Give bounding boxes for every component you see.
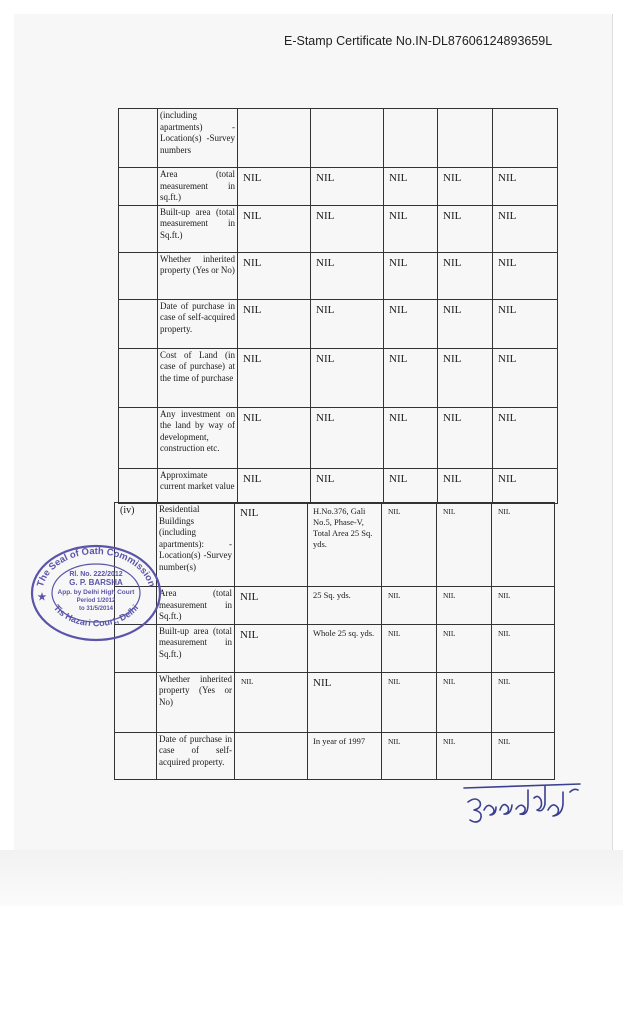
seal-line: to 31/5/2014: [78, 606, 114, 612]
value-cell: NIL: [438, 407, 493, 468]
svg-text:★: ★: [37, 592, 47, 603]
row-label-cell: (including apartments) -Location(s) -Survey numbers: [158, 109, 238, 168]
value-cell: NIL: [493, 348, 558, 407]
value-cell: NIL: [437, 503, 492, 587]
table-row: [119, 205, 558, 252]
value-cell: NIL: [238, 299, 311, 348]
value-cell: NIL: [238, 168, 311, 206]
value-cell: NIL: [311, 468, 384, 503]
seal-outer-text: The Seal of Oath Commission: [35, 545, 157, 589]
table-row: [119, 468, 558, 503]
value-cell: NIL: [311, 168, 384, 206]
table-row: [115, 587, 555, 625]
value-cell: NIL: [438, 299, 493, 348]
row-label-cell: Whether inherited property (Yes or No): [157, 672, 235, 732]
value-cell: NIL: [384, 168, 438, 206]
value-cell: NIL: [438, 205, 493, 252]
row-number-cell: [119, 168, 158, 206]
table-row: [115, 624, 555, 672]
value-cell: NIL: [493, 168, 558, 206]
paper-shadow: [0, 850, 623, 906]
value-cell: NIL: [437, 672, 492, 732]
value-cell: NIL: [492, 587, 555, 625]
value-cell: NIL: [438, 348, 493, 407]
value-cell: NIL: [384, 407, 438, 468]
row-number-cell: [119, 109, 158, 168]
row-label-cell: Cost of Land (in case of purchase) at the time of purchase: [158, 348, 238, 407]
value-cell: NIL: [437, 624, 492, 672]
value-cell: [238, 109, 311, 168]
row-label-cell: Any investment on the land by way of development, construction etc.: [158, 407, 238, 468]
value-cell: NIL: [384, 252, 438, 299]
row-number-cell: [119, 407, 158, 468]
value-cell: [493, 109, 558, 168]
value-cell: NIL: [235, 624, 308, 672]
value-cell: NIL: [382, 587, 437, 625]
value-cell: NIL: [493, 468, 558, 503]
table-row: [115, 672, 555, 732]
value-cell: NIL: [238, 468, 311, 503]
row-number-cell: [115, 732, 157, 779]
value-cell: NIL: [492, 672, 555, 732]
value-cell: NIL: [438, 168, 493, 206]
value-cell: NIL: [238, 252, 311, 299]
assets-table-land: [118, 108, 558, 504]
value-cell: NIL: [238, 407, 311, 468]
row-number-cell: (iv): [115, 503, 157, 587]
seal-line: App. by Delhi High Court: [57, 589, 135, 596]
value-cell: NIL: [235, 503, 308, 587]
value-cell: NIL: [382, 672, 437, 732]
value-cell: NIL: [492, 624, 555, 672]
table-row: [119, 407, 558, 468]
value-cell: NIL: [238, 205, 311, 252]
value-cell: [384, 109, 438, 168]
row-label-cell: Date of purchase in case of self-acquired property.: [158, 299, 238, 348]
value-cell: NIL: [493, 299, 558, 348]
table-row: [115, 503, 555, 587]
value-cell: NIL: [384, 348, 438, 407]
value-cell: NIL: [438, 252, 493, 299]
certificate-number: E-Stamp Certificate No.IN-DL87606124893659L: [284, 34, 553, 48]
value-cell: NIL: [384, 468, 438, 503]
seal-line: Period 1/2012: [76, 598, 116, 604]
value-cell: In year of 1997: [308, 732, 382, 779]
row-label-cell: Area (total measurement in Sq.ft.): [157, 587, 235, 625]
table-row: [119, 109, 558, 168]
row-label-cell: Whether inherited property (Yes or No): [158, 252, 238, 299]
value-cell: NIL: [438, 468, 493, 503]
value-cell: NIL: [308, 672, 382, 732]
row-number-cell: [119, 205, 158, 252]
value-cell: NIL: [311, 348, 384, 407]
value-cell: NIL: [382, 503, 437, 587]
seal-bottom-text: Tis Hazari Court, Delhi: [51, 602, 141, 629]
value-cell: NIL: [492, 503, 555, 587]
value-cell: NIL: [235, 587, 308, 625]
value-cell: [235, 732, 308, 779]
value-cell: NIL: [382, 732, 437, 779]
value-cell: NIL: [311, 252, 384, 299]
oath-commissioner-seal: [28, 542, 164, 644]
row-number-cell: [115, 672, 157, 732]
table-row: [119, 252, 558, 299]
row-label-cell: Built-up area (total measurement in Sq.ft.): [157, 624, 235, 672]
value-cell: Whole 25 sq. yds.: [308, 624, 382, 672]
value-cell: NIL: [384, 299, 438, 348]
value-cell: H.No.376, Gali No.5, Phase-V, Total Area 25 Sq. yds.: [308, 503, 382, 587]
table-row: [119, 348, 558, 407]
value-cell: NIL: [492, 732, 555, 779]
value-cell: NIL: [493, 407, 558, 468]
table-row: [115, 732, 555, 779]
row-label-cell: Approximate current market value: [158, 468, 238, 503]
row-label-cell: Area (total measurement in sq.ft.): [158, 168, 238, 206]
row-number-cell: [119, 468, 158, 503]
table-row: [119, 168, 558, 206]
row-label-cell: Date of purchase in case of self-acquired property.: [157, 732, 235, 779]
value-cell: [311, 109, 384, 168]
value-cell: NIL: [493, 205, 558, 252]
assets-table-residential: [114, 502, 555, 780]
value-cell: NIL: [437, 587, 492, 625]
row-number-cell: [119, 348, 158, 407]
value-cell: NIL: [311, 299, 384, 348]
value-cell: NIL: [238, 348, 311, 407]
row-label-cell: Residential Buildings (including apartments): -Location(s) -Survey number(s): [157, 503, 235, 587]
value-cell: NIL: [384, 205, 438, 252]
table-row: [119, 299, 558, 348]
handwritten-signature: [462, 780, 582, 840]
seal-line: G. P. BARSHA: [69, 578, 123, 587]
value-cell: NIL: [382, 624, 437, 672]
value-cell: NIL: [235, 672, 308, 732]
value-cell: 25 Sq. yds.: [308, 587, 382, 625]
row-label-cell: Built-up area (total measurement in Sq.ft.): [158, 205, 238, 252]
value-cell: NIL: [437, 732, 492, 779]
seal-line: Rl. No. 222/2012: [69, 571, 123, 578]
value-cell: NIL: [311, 407, 384, 468]
row-number-cell: [119, 252, 158, 299]
row-number-cell: [119, 299, 158, 348]
value-cell: NIL: [493, 252, 558, 299]
value-cell: NIL: [311, 205, 384, 252]
value-cell: [438, 109, 493, 168]
